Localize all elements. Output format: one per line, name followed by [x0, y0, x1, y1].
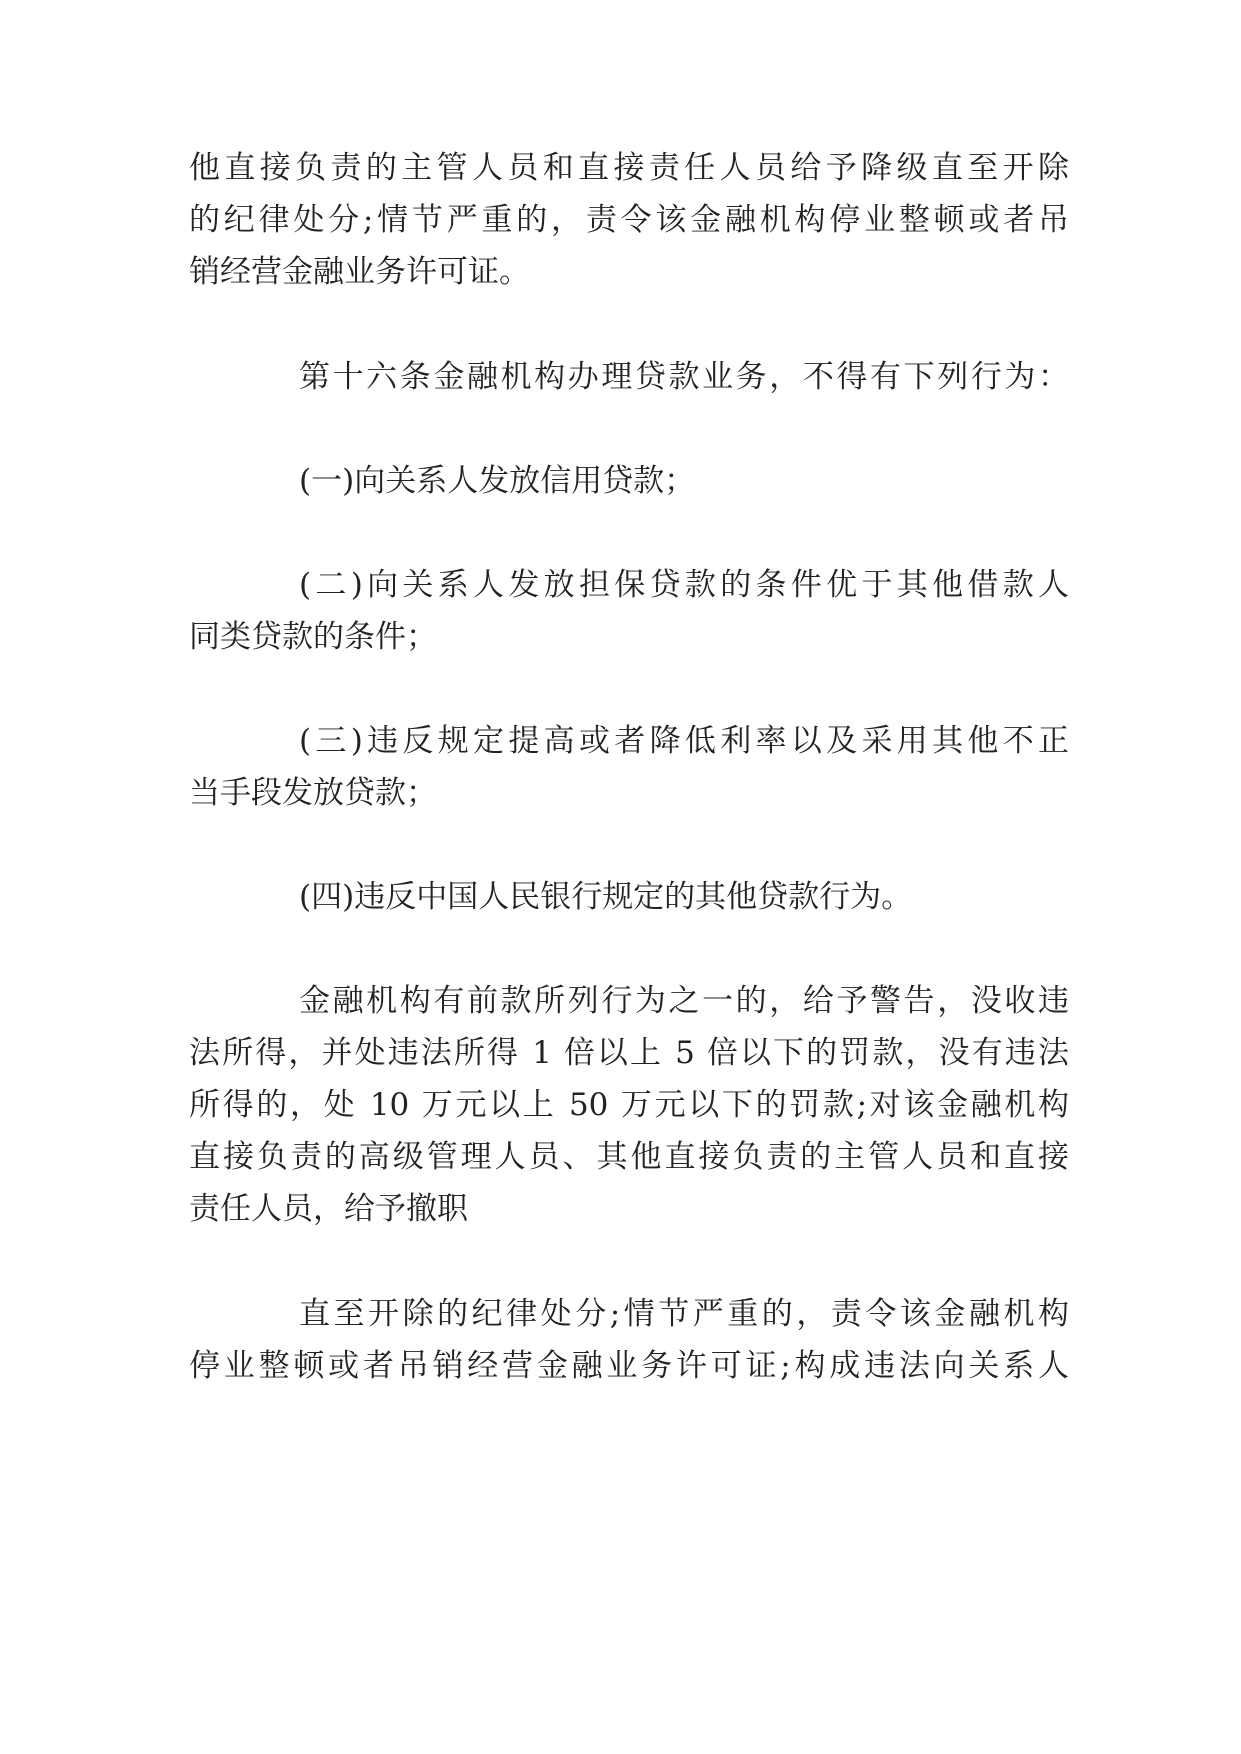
paragraph-4-line-1: (二)向关系人发放担保贷款的条件优于其他借款人	[299, 567, 1069, 603]
paragraph-4-line-2: 同类贷款的条件；	[189, 619, 437, 655]
paragraph-1-line-2: 的纪律处分;情节严重的，责令该金融机构停业整顿或者吊	[189, 202, 1069, 238]
paragraph-7-line-2: 法所得，并处违法所得 1 倍以上 5 倍以下的罚款，没有违法	[189, 1035, 1069, 1071]
paragraph-7-line-3: 所得的，处 10 万元以上 50 万元以下的罚款;对该金融机构	[189, 1087, 1069, 1123]
paragraph-8-line-2: 停业整顿或者吊销经营金融业务许可证;构成违法向关系人	[189, 1348, 1069, 1384]
paragraph-8-line-1: 直至开除的纪律处分;情节严重的，责令该金融机构	[299, 1296, 1069, 1332]
paragraph-2-line-1: 第十六条金融机构办理贷款业务，不得有下列行为：	[299, 359, 1069, 395]
paragraph-5-line-1: (三)违反规定提高或者降低利率以及采用其他不正	[299, 723, 1069, 759]
paragraph-7-line-5: 责任人员，给予撤职	[189, 1191, 468, 1227]
paragraph-7-line-1: 金融机构有前款所列行为之一的，给予警告，没收违	[299, 983, 1069, 1019]
paragraph-1-line-3: 销经营金融业务许可证。	[189, 254, 530, 290]
paragraph-7-line-4: 直接负责的高级管理人员、其他直接负责的主管人员和直接	[189, 1139, 1069, 1175]
paragraph-3-line-1: (一)向关系人发放信用贷款；	[299, 463, 696, 499]
paragraph-1-line-1: 他直接负责的主管人员和直接责任人员给予降级直至开除	[189, 150, 1069, 186]
paragraph-6-line-1: (四)违反中国人民银行规定的其他贷款行为。	[299, 879, 913, 915]
paragraph-5-line-2: 当手段发放贷款；	[189, 775, 437, 811]
